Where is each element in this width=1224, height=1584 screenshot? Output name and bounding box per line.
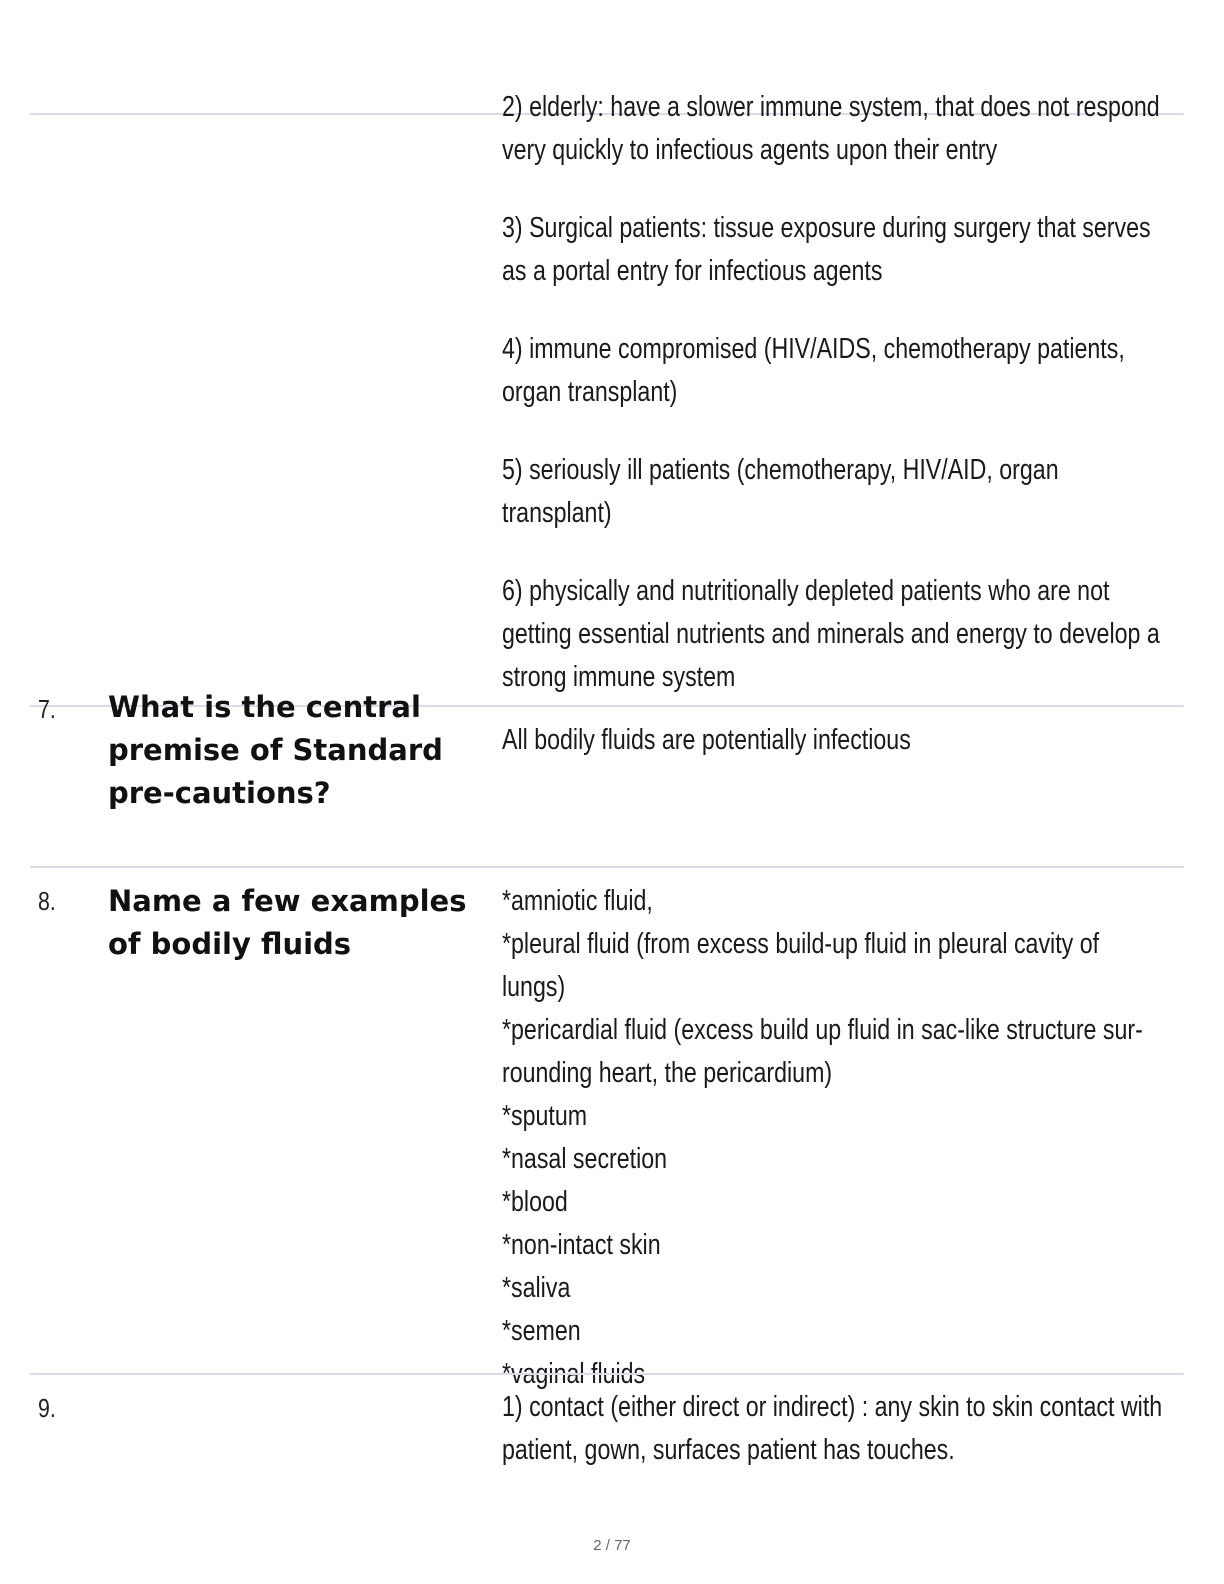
question-8: Name a few examples of bodily fluids bbox=[108, 884, 467, 961]
answer-7 bbox=[502, 719, 1166, 762]
answer-paragraph: All bodily fluids are potentially infectious bbox=[502, 724, 911, 756]
answer-6 bbox=[502, 86, 1166, 699]
page-indicator: 2 / 77 bbox=[593, 1537, 631, 1554]
fluid-item: *semen bbox=[502, 1315, 581, 1347]
answer-8 bbox=[502, 880, 1166, 1396]
answer-paragraph: 5) seriously ill patients (chemotherapy, HIV/AID, organ transplant) bbox=[502, 454, 1059, 529]
fluid-item: *non-intact skin bbox=[502, 1229, 661, 1261]
fluid-item: *nasal secretion bbox=[502, 1143, 668, 1175]
fluid-item: *saliva bbox=[502, 1272, 571, 1304]
fluid-item: *blood bbox=[502, 1186, 568, 1218]
item-number-7: 7. bbox=[38, 694, 56, 724]
fluid-item: *amniotic fluid, bbox=[502, 885, 653, 917]
answer-paragraph: 3) Surgical patients: tissue exposure during surgery that serves as a portal entry for infectious agents bbox=[502, 212, 1151, 287]
item-number-9: 9. bbox=[38, 1393, 56, 1423]
fluid-item: *pericardial fluid (excess build up fluid in sac-like structure sur-rounding heart, the pericardium) bbox=[502, 1014, 1143, 1089]
fluid-item: *vaginal fluids bbox=[502, 1358, 646, 1390]
item-number-8: 8. bbox=[38, 886, 56, 916]
fluid-item: *pleural fluid (from excess build-up fluid in pleural cavity of lungs) bbox=[502, 928, 1100, 1003]
answer-paragraph: 4) immune compromised (HIV/AIDS, chemotherapy patients, organ transplant) bbox=[502, 333, 1125, 408]
row-divider bbox=[30, 1373, 1184, 1375]
row-divider bbox=[30, 866, 1184, 868]
answer-paragraph: 6) physically and nutritionally depleted patients who are not getting essential nutrients and minerals and energy to develop a strong immune system bbox=[502, 575, 1160, 693]
answer-paragraph: 1) contact (either direct or indirect) : any skin to skin contact with patient, gown, surfaces patient has touches. bbox=[502, 1391, 1163, 1466]
answer-9 bbox=[502, 1386, 1166, 1472]
question-7: What is the central premise of Standard pre-cautions? bbox=[108, 690, 443, 810]
fluid-item: *sputum bbox=[502, 1100, 588, 1132]
answer-paragraph: 2) elderly: have a slower immune system, that does not respond very quickly to infectious agents upon their entry bbox=[502, 91, 1160, 166]
